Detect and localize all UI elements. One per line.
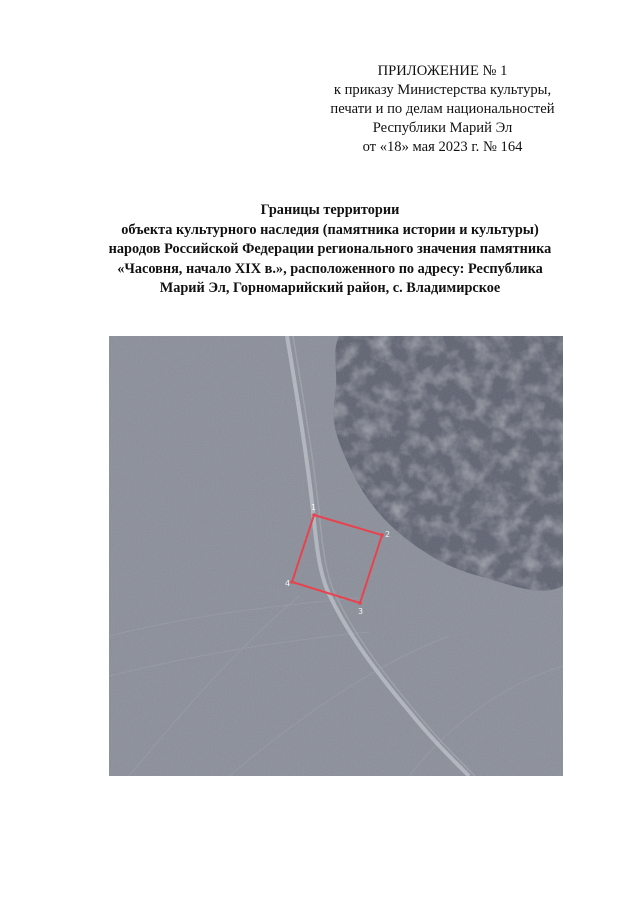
order-ref-line-3: Республики Марий Эл [372,120,513,136]
image-grain [109,336,563,776]
title-line-4: «Часовня, начало XIX в.», расположенного по адресу: Республика [117,260,543,277]
order-date-number: от «18» мая 2023 г. № 164 [362,139,523,155]
aerial-map-image [109,336,563,776]
document-title [70,201,590,299]
order-ref-line-2: печати и по делам национальностей [330,101,555,117]
boundary-point-2-label: 2 [385,530,391,539]
boundary-point-4-label: 4 [285,579,291,588]
title-line-1: Границы территории [260,202,400,218]
title-line-2: объекта культурного наследия (памятника истории и культуры) [121,221,539,238]
boundary-point-3-label: 3 [358,607,364,616]
boundary-point-3-marker [358,601,362,605]
boundary-point-1-marker [312,513,316,517]
order-ref-line-1: к приказу Министерства культуры, [333,82,552,98]
appendix-header [300,62,585,157]
boundary-point-2-marker [380,533,384,537]
title-line-5: Марий Эл, Горномарийский район, с. Владимирское [159,280,501,296]
appendix-number: ПРИЛОЖЕНИЕ № 1 [377,63,508,79]
map-svg [109,336,563,776]
boundary-point-4-marker [290,580,294,584]
boundary-point-1-label: 1 [311,503,317,512]
title-line-3: народов Российской Федерации регионального значения памятника [108,241,552,257]
